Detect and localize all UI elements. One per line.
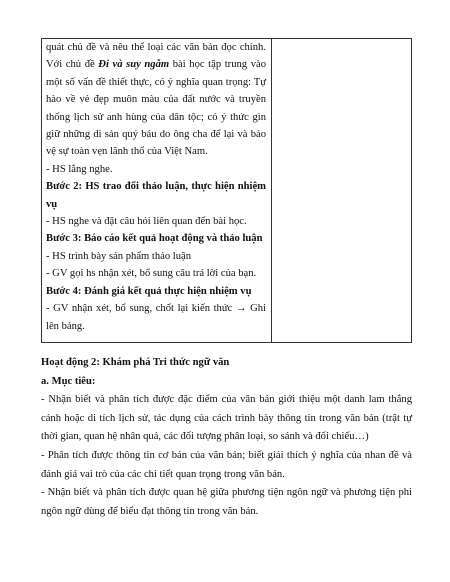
intro-paragraph — [46, 39, 266, 161]
expected-product-cell — [272, 39, 412, 343]
activity-2-section — [41, 354, 412, 521]
objective-item-2: - Phân tích được thông tin cơ bản của văn bản; biết giải thích ý nghĩa của nhan đề và đánh giá vai trò của các chi tiết quan trọng trong văn bản. — [41, 449, 412, 480]
section-title: Hoạt động 2: Khám phá Tri thức ngữ văn — [41, 357, 230, 368]
teacher-student-activity-cell — [42, 39, 272, 343]
step4-line: - GV nhận xét, bổ sung, chốt lại kiến thức → Ghi lên bảng. — [46, 303, 266, 332]
step3-line2: - GV gọi hs nhận xét, bổ sung câu trả lời của bạn. — [46, 268, 257, 280]
step2-line: - HS nghe và đặt câu hỏi liên quan đến bài học. — [46, 216, 247, 228]
listen-line: - HS lắng nghe. — [46, 163, 113, 175]
intro-text-part2: bài học tập trung vào một số vấn đề thiết thực, có ý nghĩa quan trọng: Tự hào về vẻ đẹp muôn màu của đất nước và truyền thống lịch sử anh hùng của dân tộc; có ý thức gìn giữ những di sản quý báu do ông cha để lại và bảo vệ sự toàn vẹn lãnh thổ của Việt Nam. — [46, 59, 266, 158]
intro-text-part1: quát chủ đề và nêu thể loại các văn bản đọc chính. Với chủ đề — [46, 42, 266, 71]
step3-line1: - HS trình bày sản phẩm thảo luận — [46, 250, 192, 262]
step4-heading: Bước 4: Đánh giá kết quả thực hiện nhiệm vụ — [46, 285, 252, 297]
activity-table — [41, 38, 412, 343]
topic-name: Đi và suy ngẫm — [98, 59, 170, 71]
step2-heading: Bước 2: HS trao đổi thảo luận, thực hiện nhiệm vụ — [46, 181, 266, 210]
step3-heading: Bước 3: Báo cáo kết quả hoạt động và thảo luận — [46, 233, 263, 245]
objective-heading: a. Mục tiêu: — [41, 375, 96, 387]
objective-item-1: - Nhận biết và phân tích được đặc điểm của văn bản giới thiệu một danh lam thắng cảnh hoặc di tích lịch sử, tác dụng của cách trình bày thông tin trong văn bản (trật tự thời gian, quan hệ nhân quả, các đối tượng phân loại, so sánh và đối chiếu…) — [41, 394, 412, 443]
objective-item-3: - Nhận biết và phân tích được quan hệ giữa phương tiện ngôn ngữ và phương tiện phi ngôn ngữ dùng để biểu đạt thông tin trong văn bản. — [41, 487, 412, 517]
